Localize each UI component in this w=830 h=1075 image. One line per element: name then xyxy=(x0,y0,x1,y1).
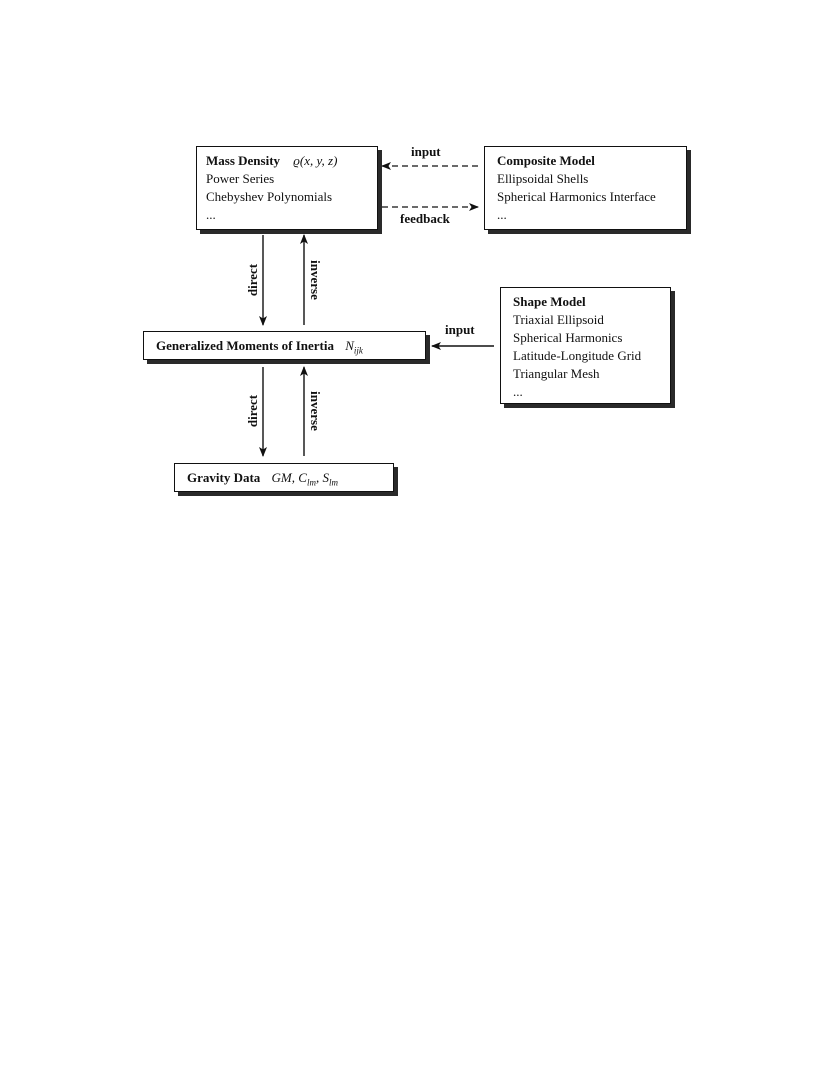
mass-density-item: Chebyshev Polynomials xyxy=(206,189,333,204)
gravity-title: Gravity Data xyxy=(187,470,261,485)
gravity-data-box xyxy=(174,463,394,492)
composite-model-box xyxy=(484,146,687,230)
mass-density-title: Mass Density xyxy=(206,153,281,168)
input-label-top: input xyxy=(411,144,441,159)
moments-title: Generalized Moments of Inertia xyxy=(156,338,334,353)
shape-model-box xyxy=(500,287,671,404)
shape-model-item: Triaxial Ellipsoid xyxy=(513,312,604,327)
direct-label-lower: direct xyxy=(245,394,260,428)
shape-model-item: Triangular Mesh xyxy=(513,366,600,381)
shape-model-item: Latitude-Longitude Grid xyxy=(513,348,642,363)
moments-symbol-letter: N xyxy=(345,338,354,353)
shape-model-item: ... xyxy=(513,384,523,399)
moments-box xyxy=(143,331,426,360)
composite-model-title: Composite Model xyxy=(497,153,595,168)
shape-model-title: Shape Model xyxy=(513,294,586,309)
inverse-label-lower: inverse xyxy=(308,391,323,431)
gravity-s: S xyxy=(322,470,329,485)
gravity-c: C xyxy=(298,470,307,485)
moments-symbol-subscript: ijk xyxy=(353,345,363,356)
composite-model-item: Ellipsoidal Shells xyxy=(497,171,589,186)
gravity-header xyxy=(187,469,381,492)
gravity-coefficients: GM, $C_{lm}$, $S_{lm}$ xyxy=(271,470,338,488)
gravity-s-subscript: lm xyxy=(328,477,338,488)
shape-model-item: Spherical Harmonics xyxy=(513,330,623,345)
inverse-label-upper: inverse xyxy=(308,260,323,300)
mass-density-item: ... xyxy=(206,207,216,222)
direct-label-upper: direct xyxy=(245,263,260,297)
moments-header xyxy=(156,337,413,360)
gravity-c-subscript: lm xyxy=(306,477,316,488)
gravity-gm: GM xyxy=(271,470,292,485)
input-label-shape: input xyxy=(445,322,475,337)
feedback-label: feedback xyxy=(400,211,450,226)
composite-model-item: ... xyxy=(497,207,507,222)
composite-model-item: Spherical Harmonics Interface xyxy=(497,189,656,204)
mass-density-header xyxy=(206,152,368,170)
mass-density-box xyxy=(196,146,378,230)
moments-symbol xyxy=(345,338,363,356)
mass-density-item: Power Series xyxy=(206,171,275,186)
mass-density-formula: ϱ(x, y, z) xyxy=(293,153,338,168)
